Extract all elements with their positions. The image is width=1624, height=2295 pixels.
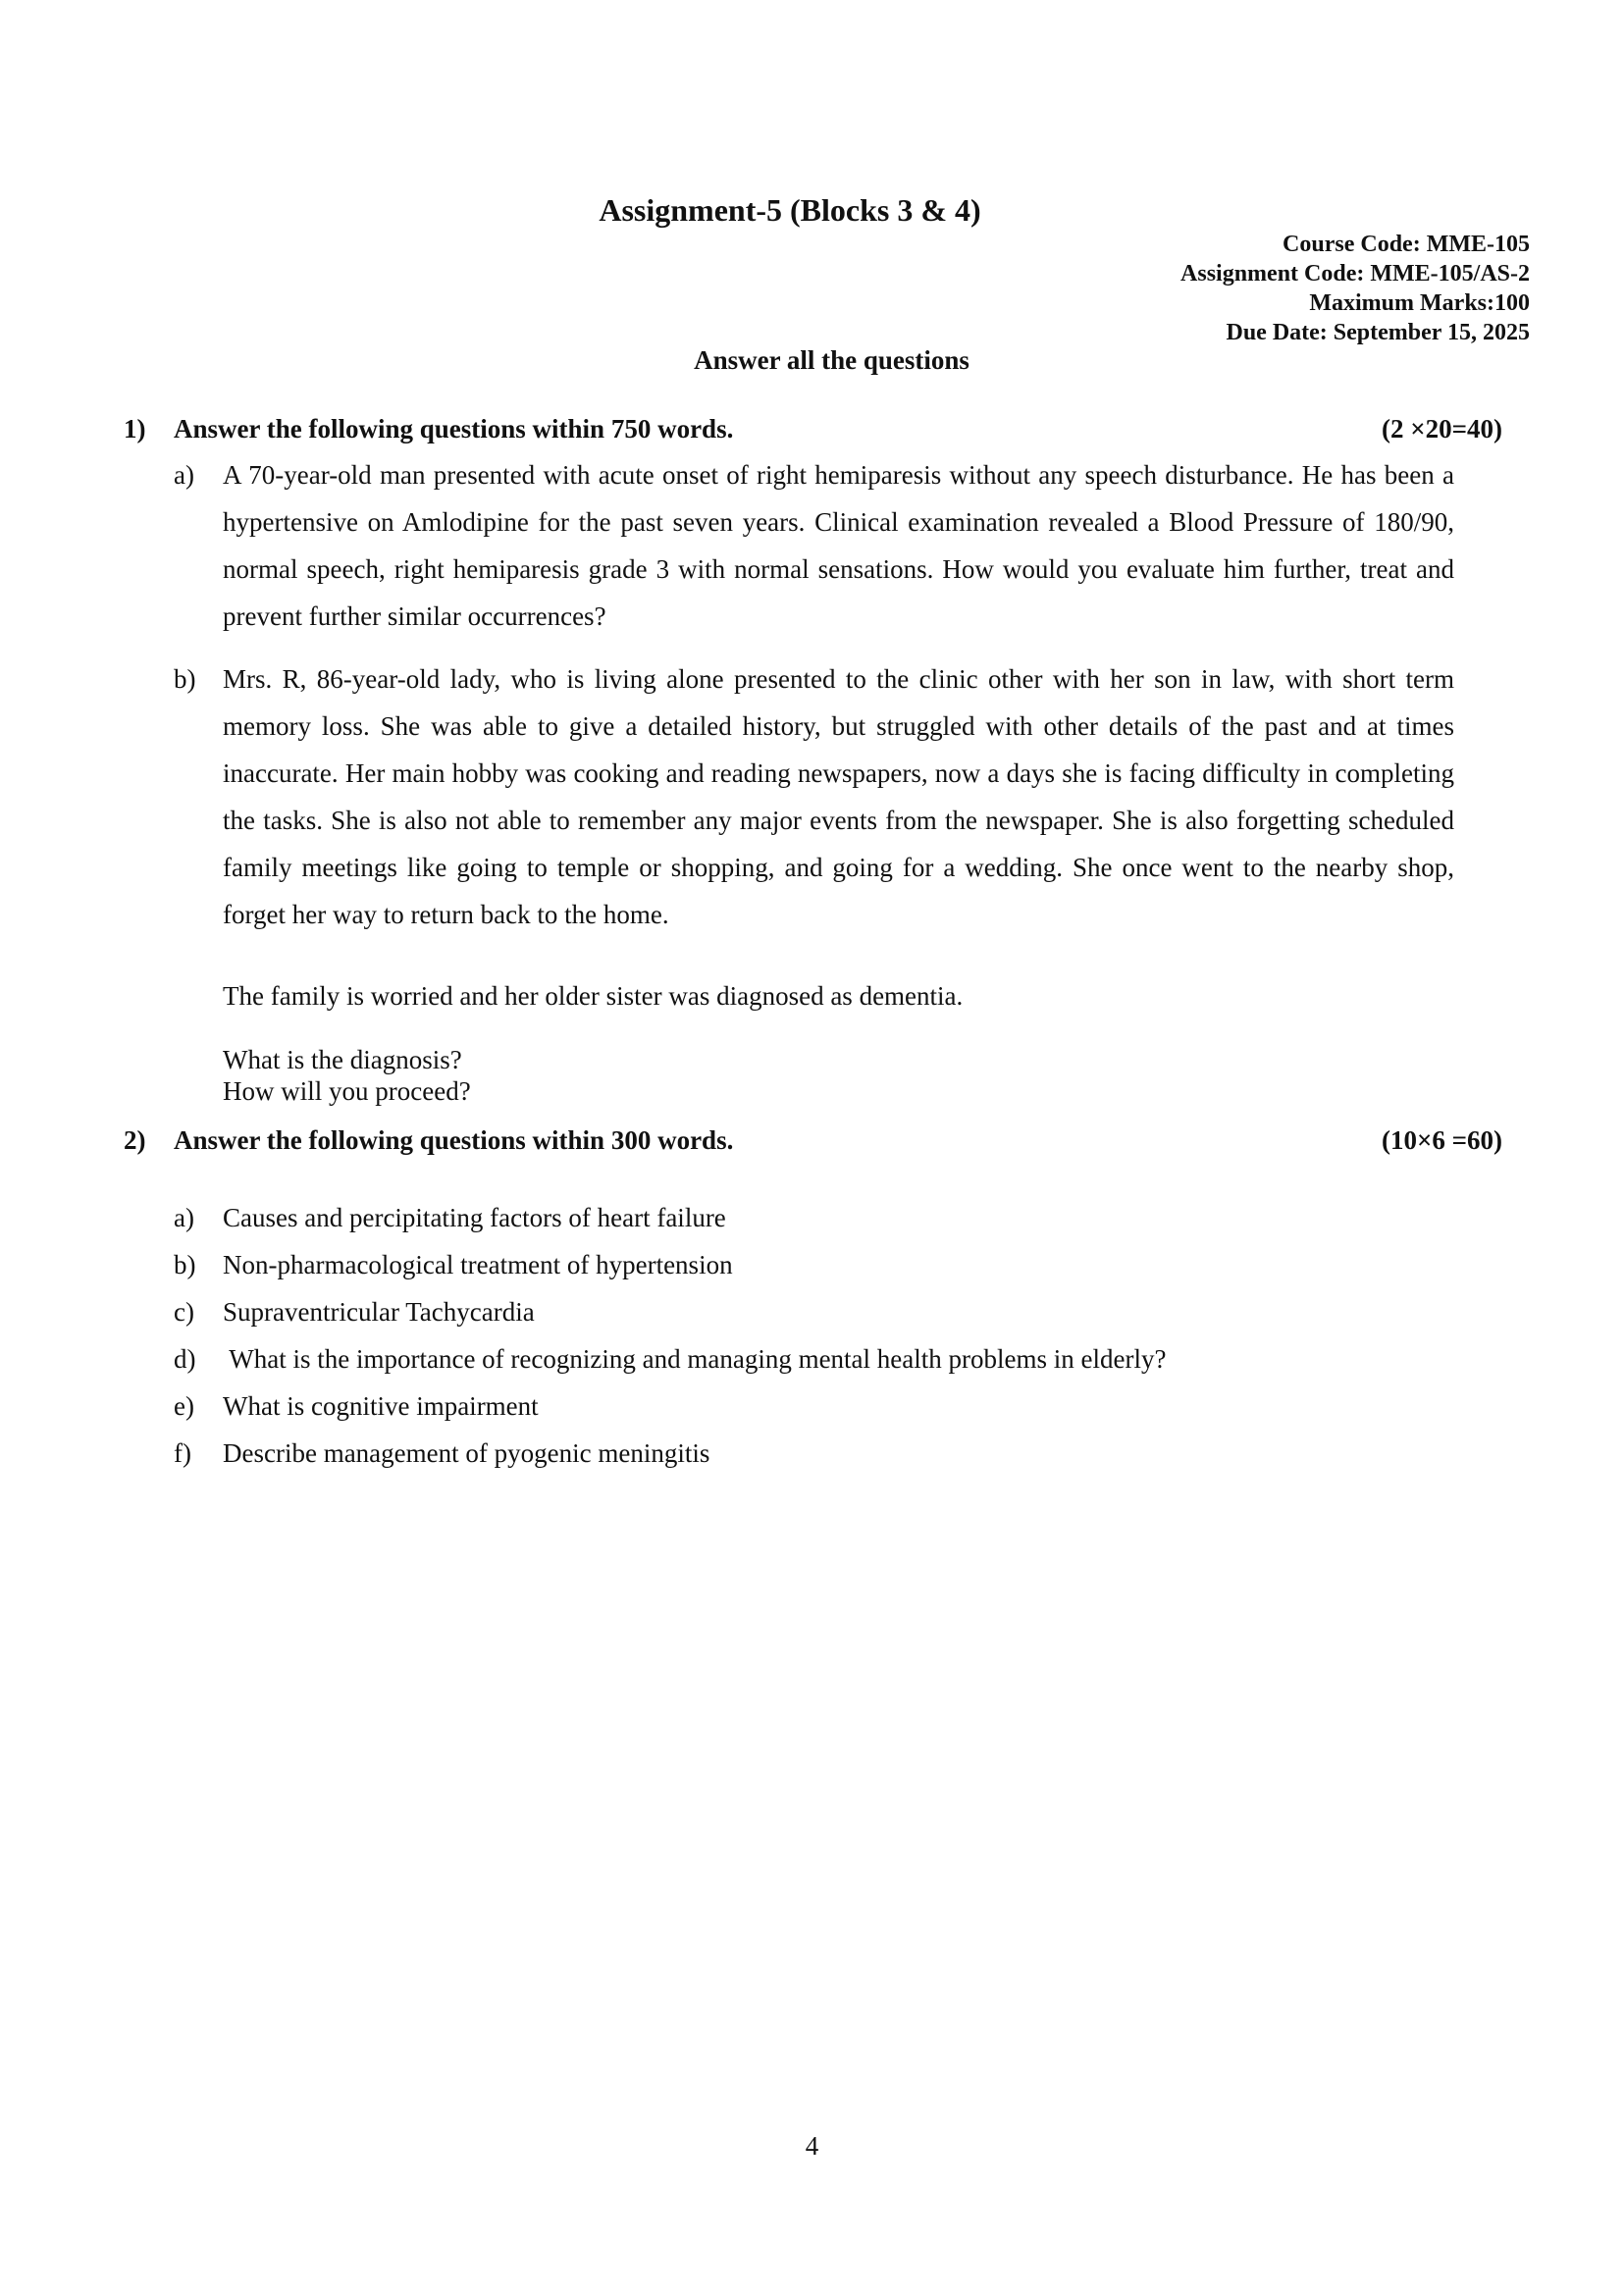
assignment-meta xyxy=(1180,230,1530,347)
question-marks: (2 ×20=40) xyxy=(1381,414,1502,443)
item-label: a) xyxy=(174,1203,194,1232)
page-title: Assignment-5 (Blocks 3 & 4) xyxy=(599,192,981,228)
question-text: Answer the following questions within 300 words. xyxy=(174,1125,734,1155)
question-text: Answer the following questions within 750 words. xyxy=(174,414,734,443)
assignment-code: Assignment Code: MME-105/AS-2 xyxy=(1180,261,1530,287)
question-2f xyxy=(174,1438,1449,1478)
question-2a xyxy=(174,1203,1449,1242)
item-text: Supraventricular Tachycardia xyxy=(223,1297,535,1327)
item-text: A 70-year-old man presented with acute onset of right hemiparesis without any speech disturbance. He has been a hypertensive on Amlodipine for the past seven years. Clinical examination revealed a Blood Pressure of 180/90, normal speech, right hemiparesis grade 3 with normal sensations. How would you evaluate him further, treat and prevent further similar occurrences? xyxy=(223,460,1454,631)
family-note: The family is worried and her older sister was diagnosed as dementia. xyxy=(223,981,964,1011)
page-number: 4 xyxy=(805,2131,819,2161)
item-label: b) xyxy=(174,1250,196,1279)
item-text: Mrs. R, 86-year-old lady, who is living alone presented to the clinic other with her son in law, with short term memory loss. She was able to give a detailed history, but struggled with other details of the past and at times inaccurate. Her main hobby was cooking and reading newspapers, now a days she is facing difficulty in completing the tasks. She is also not able to remember any major events from the newspaper. She is also forgetting scheduled family meetings like going to temple or shopping, and going for a wedding. She once went to the nearby shop, forget her way to return back to the home. xyxy=(223,664,1454,929)
question-2e xyxy=(174,1391,1449,1431)
question-number: 1) xyxy=(124,414,146,443)
item-text: Describe management of pyogenic meningitis xyxy=(223,1438,710,1468)
question-1a xyxy=(174,451,1454,640)
question-2b xyxy=(174,1250,1449,1289)
maximum-marks: Maximum Marks:100 xyxy=(1309,290,1530,316)
item-label: c) xyxy=(174,1297,194,1327)
question-number: 2) xyxy=(124,1125,146,1155)
question-1b xyxy=(174,655,1454,938)
item-label: e) xyxy=(174,1391,194,1421)
question-2c xyxy=(174,1297,1449,1336)
instruction: Answer all the questions xyxy=(694,345,969,375)
question-2d xyxy=(174,1344,1449,1383)
item-text: What is cognitive impairment xyxy=(223,1391,539,1421)
item-label: b) xyxy=(174,664,196,694)
due-date: Due Date: September 15, 2025 xyxy=(1226,320,1530,345)
item-label: f) xyxy=(174,1438,191,1468)
item-label: d) xyxy=(174,1344,196,1374)
course-code: Course Code: MME-105 xyxy=(1283,232,1530,257)
diagnosis-question: What is the diagnosis? xyxy=(223,1045,462,1074)
item-label: a) xyxy=(174,460,194,490)
item-text: Non-pharmacological treatment of hypertension xyxy=(223,1250,733,1279)
proceed-question: How will you proceed? xyxy=(223,1076,471,1106)
item-text: What is the importance of recognizing and managing mental health problems in elderly? xyxy=(223,1344,1167,1374)
question-marks: (10×6 =60) xyxy=(1381,1125,1502,1155)
item-text: Causes and percipitating factors of heart failure xyxy=(223,1203,726,1232)
